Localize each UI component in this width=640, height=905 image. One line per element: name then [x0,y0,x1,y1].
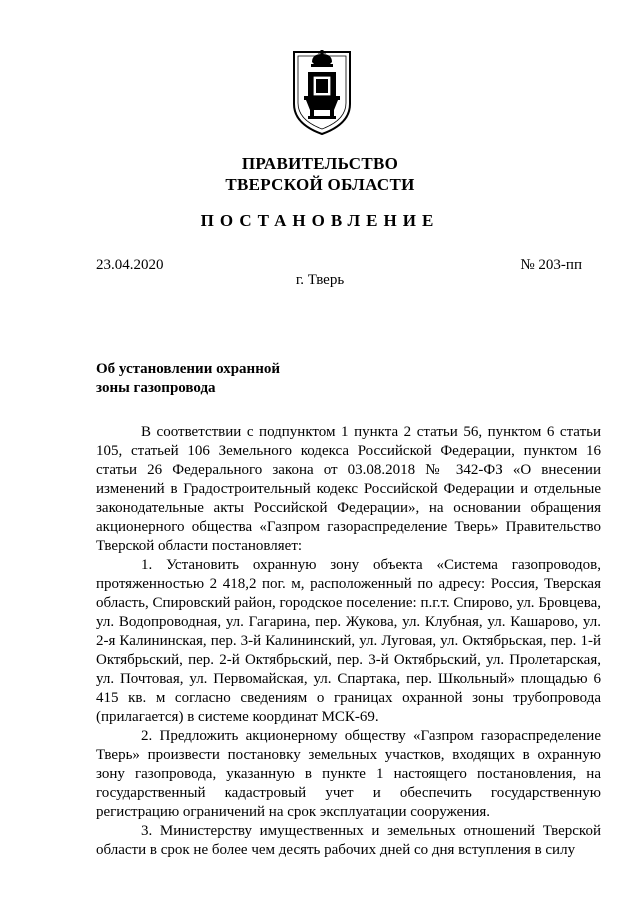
document-subject [96,360,280,398]
subject-line2: зоны газопровода [96,380,216,396]
document-type-title: ПОСТАНОВЛЕНИЕ [200,211,440,230]
body-paragraph-2: 2. Предложить акционерному обществу «Газпром газораспределение Тверь» произвести постановку земельных участков, входящих в охранную зону газопровода, указанную в пункте 1 настоящего постановления, на государственный кадастровый учет и обеспечить государственную регистрацию ограничений на срок эксплуатации сооружения. [96,728,601,820]
tver-coat-of-arms-icon [290,48,354,138]
document-city: г. Тверь [295,272,345,288]
document-number: № 203-пп [520,257,582,273]
body-paragraph-preamble: В соответствии с подпунктом 1 пункта 2 статьи 56, пунктом 6 статьи 105, статьей 106 Земельного кодекса Российской Федерации, пунктом 16 статьи 26 Федерального закона от 03.08.2018 № 342-ФЗ «О внесении изменений в Градостроительный кодекс Российской Федерации и отдельные законодательные акты Российской Федерации», на основании обращения акционерного общества «Газпром газораспределение Тверь» Правительство Тверской области постановляет: [96,424,601,554]
government-name-line1: ПРАВИТЕЛЬСТВО [241,154,399,173]
government-name-line2: ТВЕРСКОЙ ОБЛАСТИ [225,175,415,194]
body-paragraph-1: 1. Установить охранную зону объекта «Система газопроводов, протяженностью 2 418,2 пог. м, расположенный по адресу: Россия, Тверская область, Спировский район, городское поселение: п.г.т. Спирово, ул. Бровцева, ул. Водопроводная, ул. Гагарина, пер. Жукова, ул. Клубная, ул. Кашарово, ул. 2-я Калининская, пер. 3-й Калининский, ул. Луговая, ул. Октябрьская, пер. 1-й Октябрьский, пер. 2-й Октябрьский, пер. 3-й Октябрьский, ул. Пролетарская, ул. Почтовая, ул. Первомайская, ул. Спартака, пер. Школьный» площадью 6 415 кв. м согласно сведениям о границах охранной зоны трубопровода (прилагается) в системе координат МСК-69. [96,557,601,725]
document-date: 23.04.2020 [96,257,164,273]
subject-line1: Об установлении охранной [96,361,280,377]
document-body [96,423,601,860]
body-paragraph-3: 3. Министерству имущественных и земельных отношений Тверской области в срок не более чем десять рабочих дней со дня вступления в силу [96,823,601,858]
